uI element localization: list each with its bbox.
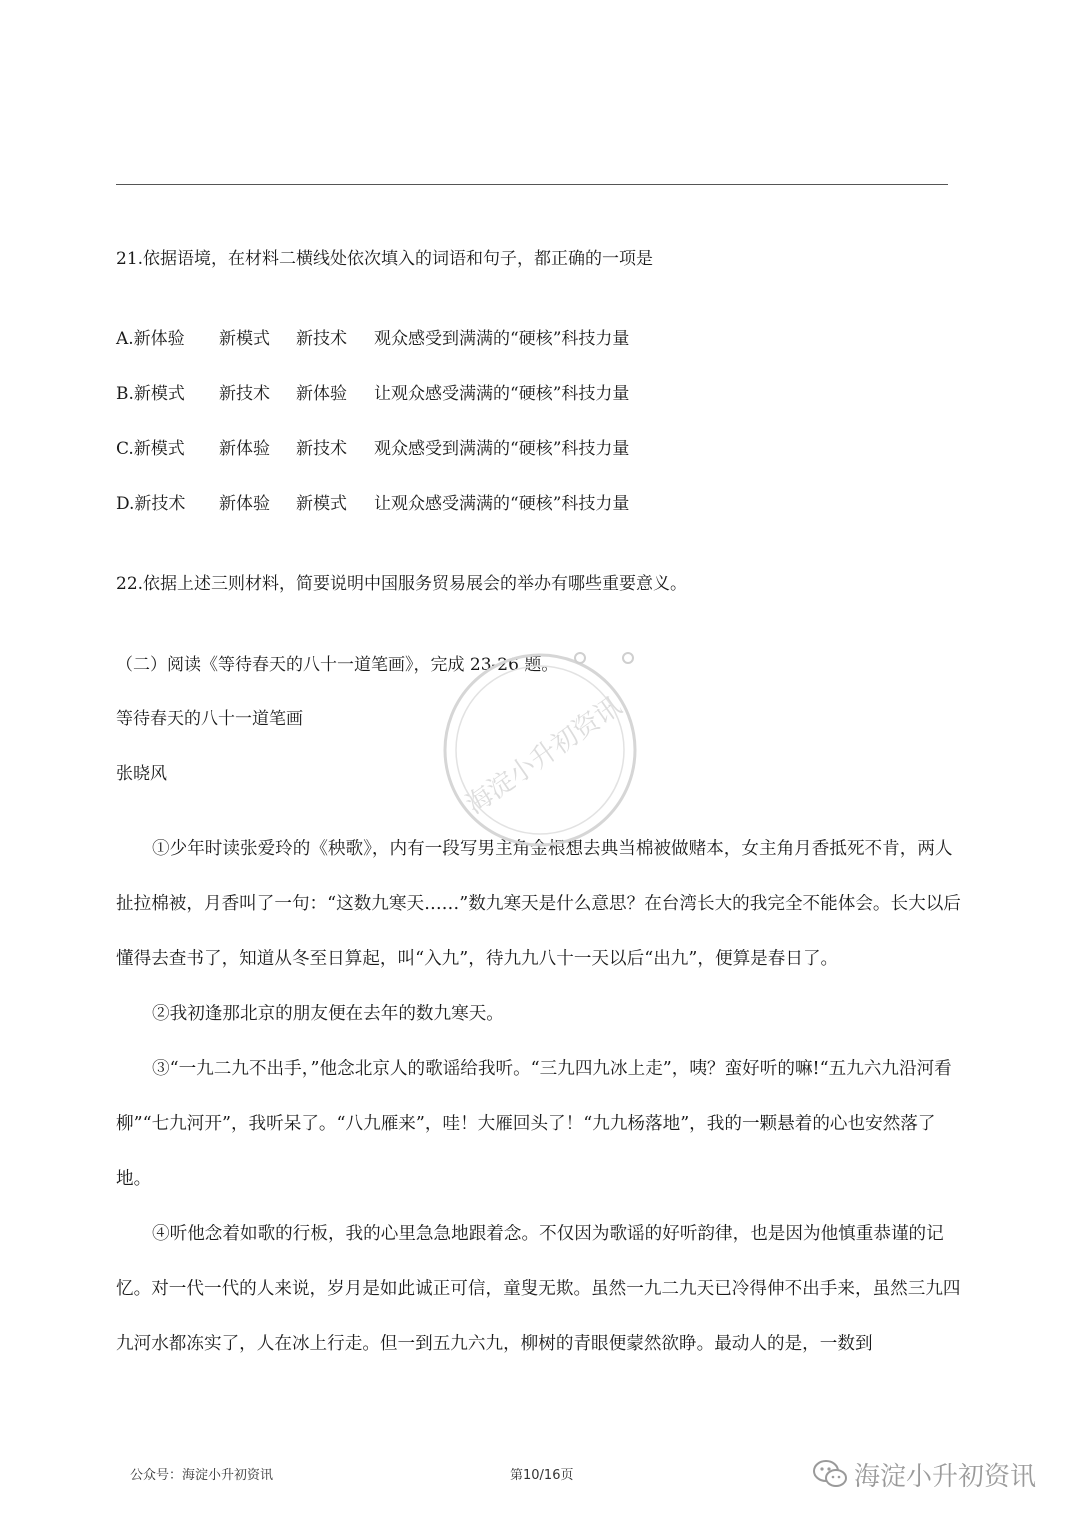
- paragraph-2-text: ②我初逢那北京的朋友便在去年的数九寒天。: [152, 1004, 504, 1024]
- paragraph-4-text: ④听他念着如歌的行板，我的心里急急地跟着念。不仅因为歌谣的好听韵律，也是因为他慎重恭谨的记忆。对一代一代的人来说，岁月是如此诚正可信，童叟无欺。虽然一九二九天已冷得伸不出手来，虽然三九四九河水都冻实了，人在冰上行走。但一到五九六九，柳树的青眼便蒙然欲睁。最动人的是，一数到: [116, 1224, 961, 1354]
- question-21-option-b[interactable]: [116, 379, 629, 404]
- option-b-word-3: 新体验: [296, 384, 347, 404]
- option-b-word-1: B.新模式: [116, 384, 185, 404]
- paragraph-1-text: ①少年时读张爱玲的《秧歌》，内有一段写男主角金根想去典当棉被做赌本，女主角月香抵死不肯，两人扯拉棉被，月香叫了一句：“这数九寒天……”数九寒天是什么意思？在台湾长大的我完全不能体会。长大以后懂得去查书了，知道从冬至日算起，叫“入九”，待九九八十一天以后“出九”，便算是春日了。: [116, 839, 961, 969]
- option-c-word-2: 新体验: [219, 439, 270, 459]
- option-b-sentence: 让观众感受满满的“硬核”科技力量: [374, 384, 630, 404]
- option-a-word-2: 新模式: [219, 329, 270, 349]
- question-21-option-d[interactable]: [116, 489, 629, 514]
- brand-text: 海淀小升初资讯: [854, 1461, 1037, 1492]
- option-a-sentence: 观众感受到满满的“硬核”科技力量: [374, 329, 630, 349]
- question-21-option-a[interactable]: [116, 324, 629, 349]
- paragraph-3-text: ③“一九二九不出手，”他念北京人的歌谣给我听。“三九四九冰上走”，咦？蛮好听的嘛!“五九六九沿河看柳”“七九河开”，我听呆了。“八九雁来”，哇！大雁回头了！“九九杨落地”，我的一颗悬着的心也安然落了地。: [116, 1059, 952, 1189]
- option-b-word-2: 新技术: [219, 384, 270, 404]
- footer-account: 公众号：海淀小升初资讯: [130, 1468, 274, 1483]
- option-d-word-2: 新体验: [219, 494, 270, 514]
- article-title: 等待春天的八十一道笔画: [116, 709, 303, 729]
- article-author: 张晓风: [116, 764, 167, 784]
- section-2-instruction: （二）阅读《等待春天的八十一道笔画》，完成 23-26 题。: [116, 655, 559, 675]
- question-21-option-c[interactable]: [116, 434, 629, 459]
- wechat-icon: [812, 1459, 848, 1489]
- article-paragraph-3: [116, 1042, 966, 1207]
- footer-page-number: 第10/16页: [510, 1468, 574, 1483]
- option-a-word-1: A.新体验: [116, 329, 185, 349]
- footer-brand: [812, 1454, 1036, 1494]
- article-paragraph-2: [116, 987, 966, 1042]
- option-d-word-3: 新模式: [296, 494, 347, 514]
- option-c-word-1: C.新模式: [116, 439, 185, 459]
- option-c-word-3: 新技术: [296, 439, 347, 459]
- option-d-word-1: D.新技术: [116, 494, 186, 514]
- option-a-word-3: 新技术: [296, 329, 347, 349]
- header-rule: [116, 184, 948, 185]
- option-c-sentence: 观众感受到满满的“硬核”科技力量: [374, 439, 630, 459]
- article-paragraph-4: [116, 1207, 966, 1372]
- question-22-stem: 22.依据上述三则材料，简要说明中国服务贸易展会的举办有哪些重要意义。: [116, 574, 688, 594]
- watermark-text: 海淀小升初资讯: [460, 691, 628, 821]
- watermark-stamp: [430, 640, 650, 860]
- question-21-stem: 21.依据语境，在材料二横线处依次填入的词语和句子，都正确的一项是: [116, 249, 654, 269]
- option-d-sentence: 让观众感受满满的“硬核”科技力量: [374, 494, 630, 514]
